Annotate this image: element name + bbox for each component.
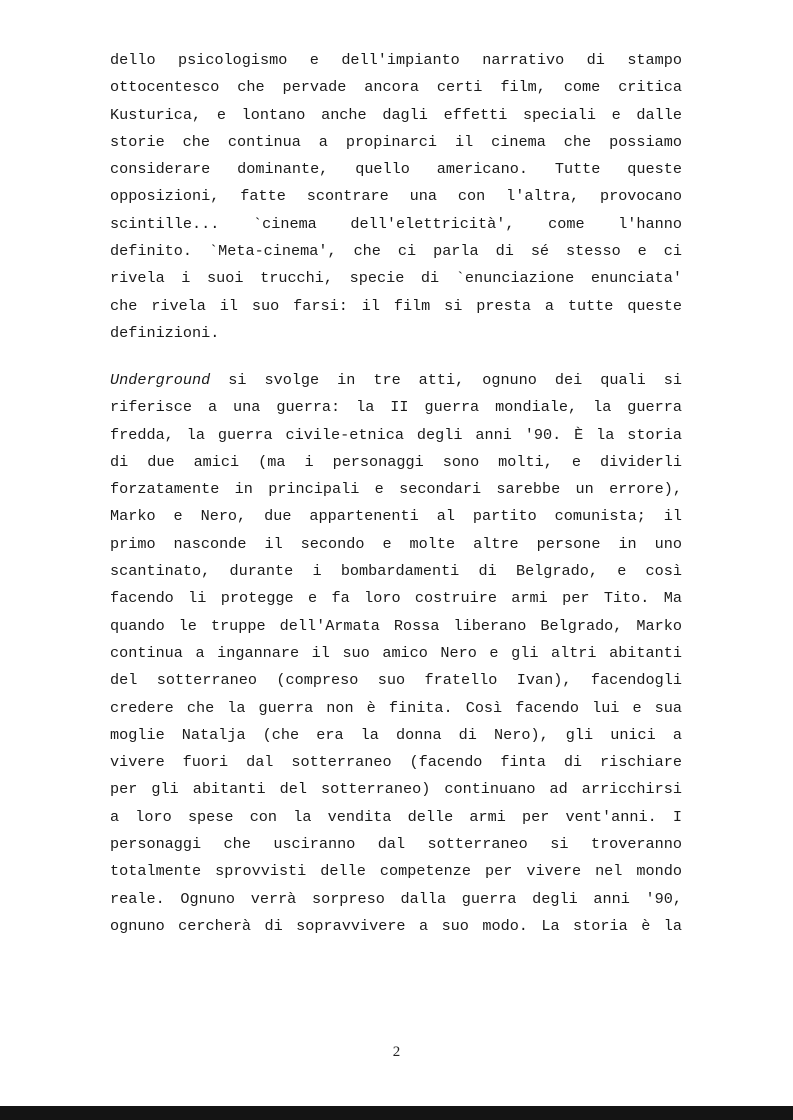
text-line: del sotterraneo (compreso suo fratello Ivan), facendogli	[110, 671, 682, 690]
text-line: continua a ingannare il suo amico Nero e gli altri abitanti	[110, 643, 682, 662]
text-line: totalmente sprovvisti delle competenze per vivere nel mondo	[110, 862, 682, 881]
text-line: dello psicologismo e dell'impianto narrativo di stampo	[110, 51, 682, 69]
text-line: ognuno cercherà di sopravvivere a suo modo. La storia è la	[110, 916, 682, 935]
scan-border	[0, 1106, 793, 1120]
text-line: definizioni.	[110, 323, 220, 342]
text-line: reale. Ognuno verrà sorpreso dalla guerra degli anni '90,	[110, 889, 682, 908]
text-line: per gli abitanti del sotterraneo) continuano ad arricchirsi	[110, 780, 682, 799]
text-line: scantinato, durante i bombardamenti di Belgrado, e così	[110, 562, 682, 581]
text-line: credere che la guerra non è finita. Così facendo lui e sua	[110, 698, 682, 717]
text-line: di due amici (ma i personaggi sono molti, e dividerli	[110, 452, 682, 471]
text-line: Marko e Nero, due appartenenti al partito comunista; il	[110, 507, 682, 526]
text-line-rest: si svolge in tre atti, ognuno dei quali si	[210, 371, 682, 389]
text-line: Kusturica, e lontano anche dagli effetti speciali e dalle	[110, 105, 682, 124]
text-line: fredda, la guerra civile-etnica degli anni '90. È la storia	[110, 425, 682, 444]
text-line: riferisce a una guerra: la II guerra mondiale, la guerra	[110, 398, 682, 417]
page-number: 2	[392, 1044, 401, 1060]
text-line: quando le truppe dell'Armata Rossa liberano Belgrado, Marko	[110, 616, 682, 635]
text-line: a loro spese con la vendita delle armi per vent'anni. I	[110, 807, 682, 826]
text-line: vivere fuori dal sotterraneo (facendo finta di rischiare	[110, 753, 682, 772]
text-line: rivela i suoi trucchi, specie di `enunciazione enunciata'	[110, 269, 682, 288]
text-line: considerare dominante, quello americano. Tutte queste	[110, 160, 682, 179]
text-line: personaggi che usciranno dal sotterraneo si troveranno	[110, 835, 682, 854]
text-line: definito. `Meta-cinema', che ci parla di sé stesso e ci	[110, 242, 682, 261]
film-title: Underground	[110, 371, 211, 389]
text-line: moglie Natalja (che era la donna di Nero), gli unici a	[110, 725, 682, 744]
text-line: forzatamente in principali e secondari sarebbe un errore),	[110, 480, 682, 499]
text-line: facendo li protegge e fa loro costruire armi per Tito. Ma	[110, 589, 682, 608]
text-line: storie che continua a propinarci il cinema che possiamo	[110, 132, 682, 151]
paragraph-1	[110, 47, 682, 347]
text-line: ottocentesco che pervade ancora certi film, come critica	[110, 78, 682, 97]
text-line: che rivela il suo farsi: il film si presta a tutte queste	[110, 296, 682, 315]
text-line: primo nasconde il secondo e molte altre persone in uno	[110, 534, 682, 553]
paragraph-2	[110, 367, 682, 940]
text-line-first	[110, 367, 682, 394]
text-line: opposizioni, fatte scontrare una con l'altra, provocano	[110, 187, 682, 206]
text-line: scintille... `cinema dell'elettricità', come l'hanno	[110, 214, 682, 233]
